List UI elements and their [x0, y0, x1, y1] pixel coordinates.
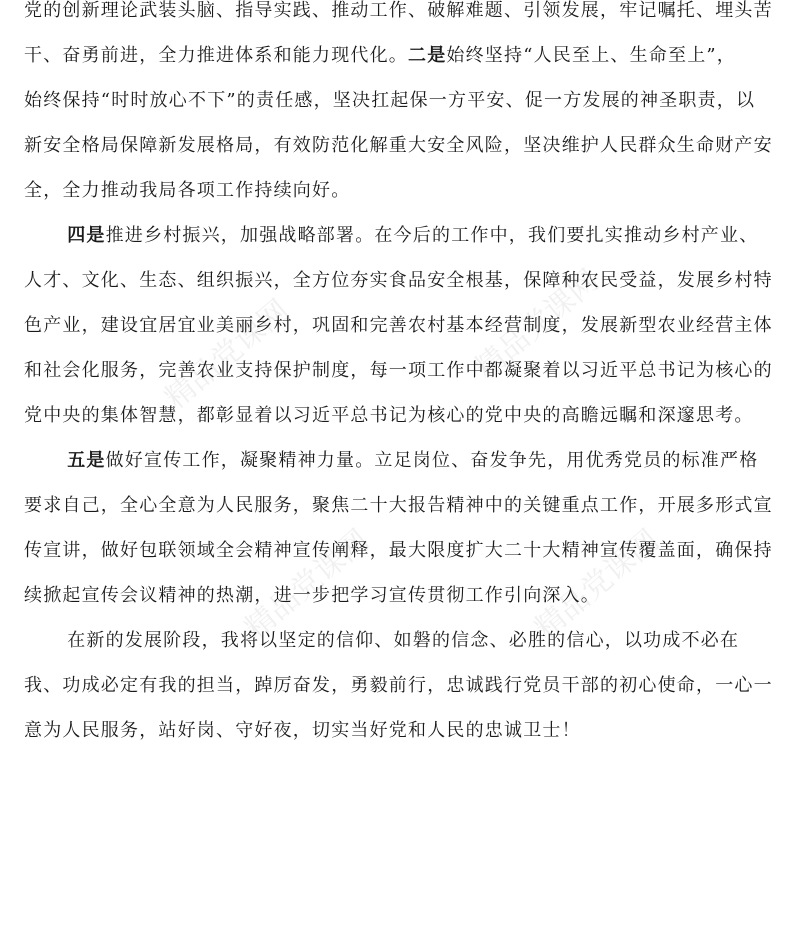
text-line: [24, 33, 776, 78]
paragraph-closing: [24, 618, 776, 753]
text-line: 党的创新理论武装头脑、指导实践、推动工作、破解难题、引领发展，牢记嘱托、埋头苦: [24, 0, 773, 21]
point-marker: 四是: [67, 225, 106, 246]
text-line: 党中央的集体智慧，都彰显着以习近平总书记为核心的党中央的高瞻远瞩和深邃思考。: [24, 405, 754, 426]
text-segment: 干、奋勇前进，全力推进体系和能力现代化。: [24, 45, 408, 66]
paragraph-point-five: [24, 438, 776, 618]
text-line: 色产业，建设宜居宜业美丽乡村，巩固和完善农村基本经营制度，发展新型农业经营主体: [24, 315, 773, 336]
paragraph-continuation: [24, 0, 776, 213]
text-line: 和社会化服务，完善农业支持保护制度，每一项工作中都凝聚着以习近平总书记为核心的: [24, 360, 773, 381]
text-line: [24, 213, 776, 258]
text-segment: 做好宣传工作，凝聚精神力量。立足岗位、奋发争先，用优秀党员的标准严格: [105, 450, 759, 471]
watermark: 精品党课网: [468, 263, 606, 387]
text-line: 始终保持“时时放心不下”的责任感，坚决扛起保一方平安、促一方发展的神圣职责，以: [24, 90, 756, 111]
text-line: 新安全格局保障新发展格局，有效防范化解重大安全风险，坚决维护人民群众生命财产安: [24, 135, 773, 156]
text-segment: 推进乡村振兴，加强战略部署。在今后的工作中，我们要扎实推动乡村产业、: [105, 225, 759, 246]
text-line: 续掀起宣传会议精神的热潮，进一步把学习宣传贯彻工作引向深入。: [24, 585, 600, 606]
text-line: 在新的发展阶段，我将以坚定的信仰、如磐的信念、必胜的信心，以功成不必在: [67, 630, 740, 651]
text-line: 我、功成必定有我的担当，踔厉奋发，勇毅前行，忠诚践行党员干部的初心使命，一心一: [24, 675, 773, 696]
point-marker: 二是: [408, 45, 447, 66]
text-line: 意为人民服务，站好岗、守好夜，切实当好党和人民的忠诚卫士！: [24, 720, 581, 741]
point-marker: 五是: [67, 450, 106, 471]
text-line: 要求自己，全心全意为人民服务，聚焦二十大报告精神中的关键重点工作，开展多形式宣: [24, 495, 773, 516]
text-line: 人才、文化、生态、组织振兴，全方位夯实食品安全根基，保障种农民受益，发展乡村特: [24, 270, 773, 291]
watermark: 精品党课网: [238, 523, 376, 647]
text-line: 传宣讲，做好包联领域全会精神宣传阐释，最大限度扩大二十大精神宣传覆盖面，确保持: [24, 540, 773, 561]
watermark: 精品党课网: [528, 523, 666, 647]
text-segment: 始终坚持“人民至上、生命至上”，: [446, 45, 737, 66]
text-line: [24, 438, 776, 483]
paragraph-point-four: [24, 213, 776, 438]
document-body: [24, 0, 776, 753]
watermark: 精品党课网: [158, 293, 296, 417]
text-line: 全，全力推动我局各项工作持续向好。: [24, 180, 351, 201]
